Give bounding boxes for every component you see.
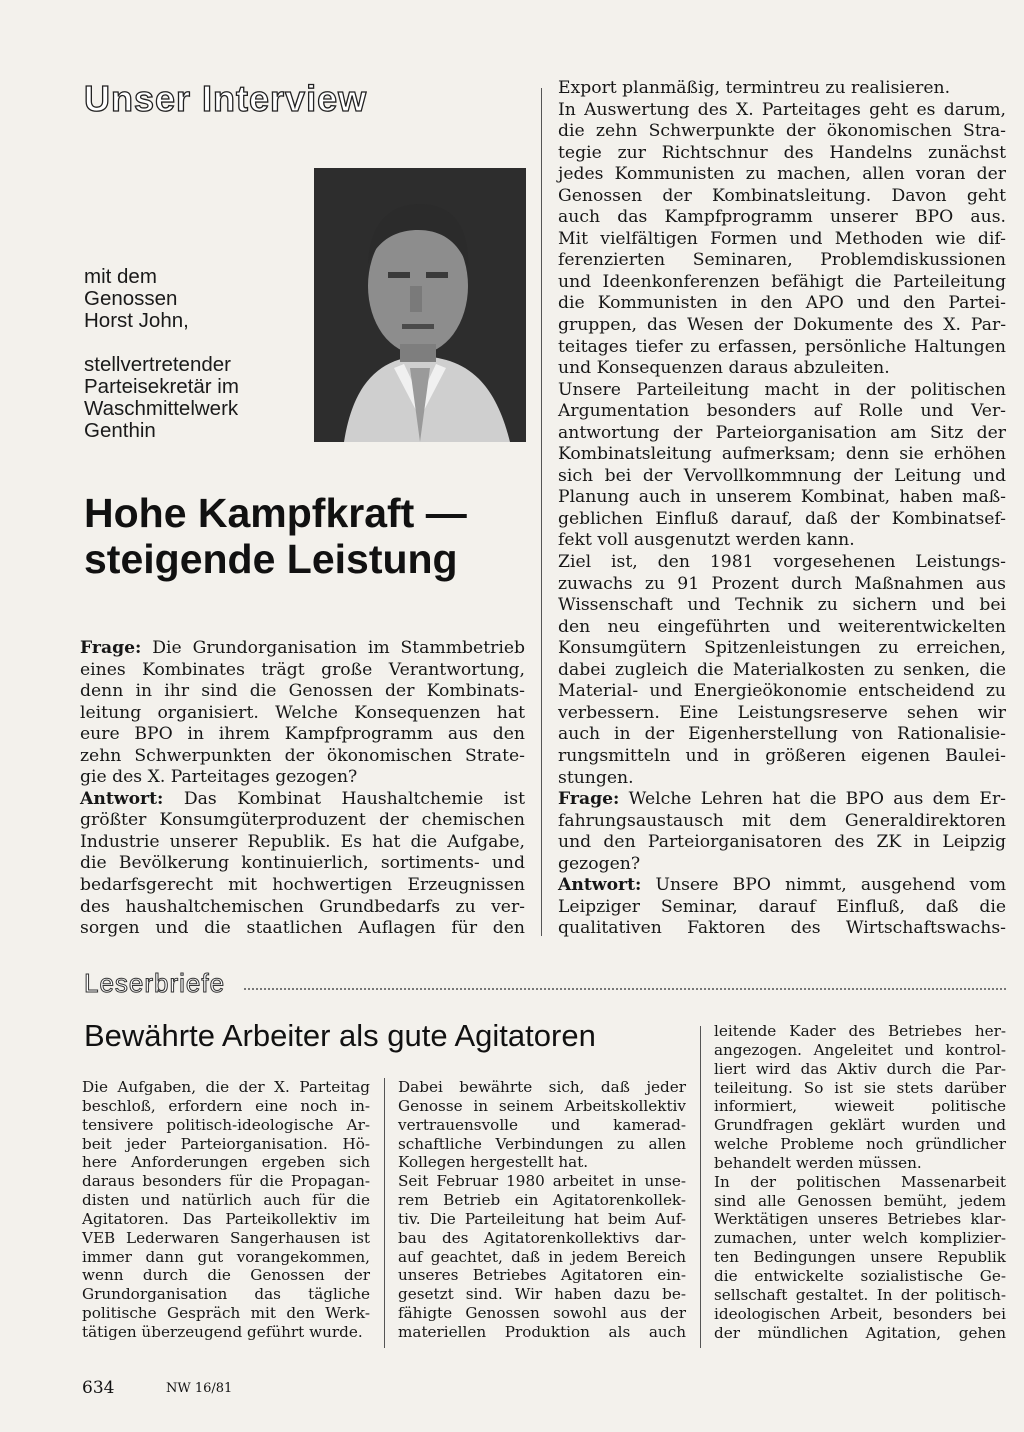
text-line — [558, 358, 1006, 380]
text-line-content: behandelt werden müssen. — [714, 1153, 922, 1172]
text-line-content: Unsere BPO nimmt, ausgehend vom — [641, 875, 1006, 896]
text-line — [82, 1210, 370, 1229]
text-line — [558, 78, 1006, 100]
text-line-content: ideologischen Arbeit, besonders bei — [714, 1304, 1006, 1323]
text-line — [558, 315, 1006, 337]
text-line — [82, 1248, 370, 1267]
text-line-content: zehn Schwerpunkten der ökonomischen Strate- — [80, 745, 525, 766]
text-line — [558, 229, 1006, 251]
text-line-content: fahrungsaustausch mit dem Generaldirektoren — [558, 810, 1006, 831]
letters-headline: Bewährte Arbeiter als gute Agitatoren — [84, 1018, 596, 1053]
text-line-content: welche Probleme noch gründlicher — [714, 1135, 1006, 1154]
text-line-content: wenn durch die Genossen der — [82, 1266, 370, 1285]
text-line — [80, 638, 525, 660]
text-line — [558, 293, 1006, 315]
text-line-content: vertrauensvolle und kamerad- — [398, 1115, 686, 1134]
text-line-content: Leipziger Seminar, darauf Einfluß, daß die — [558, 896, 1006, 917]
text-line-content: VEB Lederwaren Sangerhausen ist — [82, 1228, 370, 1247]
text-line — [714, 1173, 1006, 1192]
text-line — [398, 1210, 686, 1229]
text-line-content: In der politischen Massenarbeit — [714, 1172, 1006, 1191]
text-line — [398, 1323, 686, 1342]
text-line-content: Dabei bewährte sich, daß jeder — [398, 1078, 686, 1096]
text-line — [558, 681, 1006, 703]
text-line-label: Frage: — [80, 638, 142, 658]
text-line — [714, 1305, 1006, 1324]
text-line-content: materiellen Produktion als auch — [398, 1322, 686, 1341]
text-line-content: denn in ihr sind die Genossen der Kombinats- — [80, 681, 525, 702]
issue-label: NW 16/81 — [166, 1381, 233, 1396]
text-line-content: des haushaltchemischen Grundbedarfs zu ver- — [80, 896, 525, 917]
text-line — [558, 660, 1006, 682]
text-line-content: antwortung der Parteiorganisation am Sitz der — [558, 422, 1006, 443]
text-line-label: Antwort: — [80, 788, 164, 809]
text-line-content: jedes Kommunisten zu machen, allen voran der — [558, 164, 1006, 185]
text-line-content: rungsmitteln und in größeren eigenen Baulei- — [558, 745, 1006, 766]
text-line — [558, 100, 1006, 122]
letters-column-2 — [398, 1078, 686, 1342]
text-line-content: tegie zur Richtschnur des Handelns zunächst — [558, 142, 1006, 163]
text-line — [80, 724, 525, 746]
text-line-content: In Auswertung des X. Parteitages geht es darum, — [558, 99, 1006, 120]
text-line — [80, 746, 525, 768]
text-line-content: geblichen Einfluß darauf, daß der Kombinatsef- — [558, 508, 1006, 529]
text-line-content: Export planmäßig, termintreu zu realisieren. — [558, 78, 951, 98]
caption-line: Genossen — [84, 287, 178, 310]
text-line-content: und den Parteiorganisatoren des ZK in Leipzig — [558, 832, 1006, 853]
text-line-content: Unsere Parteileitung macht in der politischen — [558, 379, 1006, 400]
text-line-content: der mündlichen Agitation, gehen — [714, 1323, 1006, 1342]
text-line-content: auch in der Eigenherstellung von Rationalisie- — [558, 724, 1006, 745]
headline-line: Hohe Kampfkraft — — [84, 490, 467, 536]
text-line — [558, 380, 1006, 402]
text-line — [558, 444, 1006, 466]
text-line — [714, 1267, 1006, 1286]
text-line — [558, 250, 1006, 272]
text-line — [80, 897, 525, 919]
caption-line: Waschmittelwerk — [84, 397, 239, 420]
text-line-content: und Konsequenzen daraus abzuleiten. — [558, 358, 890, 379]
text-line-content: Planung auch in unserem Kombinat, haben maß- — [558, 487, 1006, 508]
text-line — [558, 897, 1006, 919]
headline-line: steigende Leistung — [84, 536, 458, 582]
text-line — [714, 1135, 1006, 1154]
text-line — [558, 530, 1006, 552]
text-line — [558, 875, 1006, 897]
text-line — [398, 1153, 686, 1172]
text-line — [82, 1078, 370, 1097]
text-line-content: tiv. Die Parteileitung hat beim Auf- — [398, 1209, 686, 1228]
text-line-label: Frage: — [558, 789, 620, 810]
text-line — [714, 1041, 1006, 1060]
text-line — [558, 186, 1006, 208]
text-line — [398, 1248, 686, 1267]
text-line — [80, 789, 525, 811]
text-line — [558, 143, 1006, 165]
text-line-content: leitende Kader des Betriebes her- — [714, 1022, 1006, 1040]
text-line-content: Welche Lehren hat die BPO aus dem Er- — [619, 789, 1006, 810]
text-line-content: den neu eingeführten und weiterentwickelten — [558, 616, 1006, 637]
text-line-content: dabei zugleich die Materialkosten zu senken, die — [558, 659, 1006, 680]
interview-right-column — [558, 78, 1006, 940]
text-line-content: gruppen, das Wesen der Dokumente des X. Par- — [558, 315, 1006, 336]
text-line — [714, 1022, 1006, 1041]
text-line — [82, 1266, 370, 1285]
text-line-content: sorgen und die staatlichen Auflagen für den — [80, 918, 525, 939]
text-line-content: Wissenschaft und Technik zu sichern und bei — [558, 595, 1006, 616]
letters-column-3 — [714, 1022, 1006, 1342]
text-line-content: beit jeder Parteiorganisation. Hö- — [82, 1134, 370, 1153]
text-line — [558, 574, 1006, 596]
text-line — [558, 811, 1006, 833]
text-line-content: bau des Agitatorenkollektivs dar- — [398, 1228, 686, 1247]
text-line-content: Material- und Energieökonomie entscheidend zu — [558, 681, 1006, 702]
text-line-content: ten Bedingungen unsere Republik — [714, 1248, 1006, 1267]
caption-line: mit dem — [84, 265, 157, 288]
text-line — [80, 810, 525, 832]
text-line-content: politische Gespräch mit den Werk- — [82, 1304, 370, 1323]
text-line — [80, 875, 525, 897]
text-line-content: daraus besonders für die Propagan- — [82, 1172, 370, 1191]
section-label-interview: Unser Interview — [84, 78, 368, 119]
text-line-content: disten und natürlich auch für die — [82, 1191, 370, 1210]
text-line — [558, 272, 1006, 294]
letters-column-1 — [82, 1078, 370, 1342]
text-line — [398, 1097, 686, 1116]
text-line — [558, 401, 1006, 423]
text-line — [398, 1285, 686, 1304]
text-line — [558, 703, 1006, 725]
interview-headline — [84, 490, 544, 582]
section-label-letters: Leserbriefe — [84, 968, 226, 998]
text-line — [80, 853, 525, 875]
text-line-content: die Kommunisten in den APO und den Partei- — [558, 293, 1006, 314]
text-line — [558, 487, 1006, 509]
portrait-photo-icon — [314, 168, 526, 442]
text-line-content: auch das Kampfprogramm unserer BPO aus. — [558, 207, 1006, 228]
text-line-content: leitung organisiert. Welche Konsequenzen hat — [80, 702, 525, 723]
text-line-content: Kollegen hergestellt hat. — [398, 1153, 589, 1172]
text-line-content: ferenzierten Seminaren, Problemdiskussionen — [558, 250, 1006, 271]
text-line-content: rem Betrieb ein Agitatorenkollek- — [398, 1191, 686, 1210]
text-line-content: angezogen. Angeleitet und kontrol- — [714, 1040, 1006, 1059]
text-line-content: Grundfragen geklärt wurden und — [714, 1116, 1006, 1135]
text-line — [558, 854, 1006, 876]
text-line-content: Argumentation besonders auf Rolle und Ver- — [558, 401, 1006, 422]
text-line-content: fekt voll ausgenutzt werden kann. — [558, 530, 855, 551]
section-divider — [244, 988, 1006, 990]
text-line-content: tätigen überzeugend geführt wurde. — [82, 1322, 363, 1341]
text-line — [558, 552, 1006, 574]
text-line-content: beschloß, erfordern eine noch in- — [82, 1096, 370, 1115]
text-line-content: verbessern. Eine Leistungsreserve sehen wir — [558, 702, 1006, 723]
text-line-content: Industrie unserer Republik. Es hat die Aufgabe, — [80, 831, 525, 852]
text-line — [82, 1172, 370, 1191]
text-line — [82, 1116, 370, 1135]
column-divider — [384, 1078, 385, 1348]
text-line — [80, 918, 525, 940]
text-line-content: sellschaft gestaltet. In der politisch- — [714, 1285, 1006, 1304]
text-line — [714, 1154, 1006, 1173]
caption-line: stellvertretender — [84, 353, 231, 376]
text-line-content: immer dann gut vorangekommen, — [82, 1247, 370, 1266]
text-line — [398, 1191, 686, 1210]
text-line — [82, 1153, 370, 1172]
text-line-content: Werktätigen unseres Betriebes klar- — [714, 1210, 1006, 1229]
text-line-content: Grundorganisation das tägliche — [82, 1285, 370, 1304]
text-line — [558, 832, 1006, 854]
text-line — [558, 164, 1006, 186]
text-line — [714, 1324, 1006, 1343]
caption-line: Parteisekretär im — [84, 375, 239, 398]
text-line-content: Genossen der Kombinatsleitung. Davon geht — [558, 185, 1006, 206]
text-line-content: liert wird das Aktiv durch die Par- — [714, 1059, 1006, 1078]
text-line-content: die entwickelte sozialistische Ge- — [714, 1266, 1006, 1285]
text-line-content: gie des X. Parteitages gezogen? — [80, 767, 358, 788]
text-line — [558, 595, 1006, 617]
text-line — [558, 207, 1006, 229]
text-line — [558, 423, 1006, 445]
text-line — [558, 789, 1006, 811]
text-line — [80, 767, 525, 789]
text-line — [80, 832, 525, 854]
text-line-content: stungen. — [558, 767, 634, 788]
text-line — [558, 746, 1006, 768]
text-line-content: Ziel ist, den 1981 vorgesehenen Leistungs- — [558, 552, 1006, 573]
text-line — [398, 1266, 686, 1285]
text-line — [82, 1229, 370, 1248]
text-line — [398, 1229, 686, 1248]
text-line — [714, 1192, 1006, 1211]
text-line — [82, 1097, 370, 1116]
text-line-content: Die Aufgaben, die der X. Parteitag — [82, 1078, 370, 1096]
text-line — [714, 1229, 1006, 1248]
text-line-content: bedarfsgerecht mit hochwertigen Erzeugnissen — [80, 875, 525, 896]
text-line-content: Genosse in seinem Arbeitskollektiv — [398, 1096, 686, 1115]
text-line — [558, 724, 1006, 746]
portrait-photo — [314, 168, 526, 442]
text-line-content: fähigte Genossen sowohl aus der — [398, 1304, 686, 1323]
text-line-content: Das Kombinat Haushaltchemie ist — [163, 788, 525, 809]
text-line-content: here Anforderungen ergeben sich — [82, 1153, 370, 1172]
text-line-content: und Ideenkonferenzen befähigt die Parteileitung — [558, 271, 1006, 292]
text-line — [82, 1135, 370, 1154]
text-line-content: sind alle Genossen bemüht, jedem — [714, 1191, 1006, 1210]
text-line — [714, 1210, 1006, 1229]
text-line-content: schaftliche Verbindungen zu allen — [398, 1134, 686, 1153]
text-line — [398, 1304, 686, 1323]
text-line — [82, 1304, 370, 1323]
text-line — [558, 918, 1006, 940]
text-line-content: auf geachtet, daß in jedem Bereich — [398, 1247, 686, 1266]
text-line — [558, 509, 1006, 531]
caption-interviewee — [84, 266, 189, 332]
column-divider — [541, 88, 542, 936]
text-line — [558, 121, 1006, 143]
text-line — [80, 703, 525, 725]
text-line — [714, 1248, 1006, 1267]
text-line-content: gezogen? — [558, 853, 641, 874]
text-line — [558, 638, 1006, 660]
text-line-content: die Bevölkerung kontinuierlich, sortiments- und — [80, 853, 525, 874]
text-line-content: größter Konsumgüterproduzent der chemischen — [80, 810, 525, 831]
text-line — [714, 1116, 1006, 1135]
text-line — [398, 1172, 686, 1191]
text-line-content: Mit vielfältigen Formen und Methoden wie dif- — [558, 228, 1006, 249]
text-line — [714, 1060, 1006, 1079]
text-line-content: sich bei der Vervollkommnung der Leitung und — [558, 465, 1006, 486]
text-line — [558, 617, 1006, 639]
text-line-content: teitages tiefer zu erfassen, persönliche Haltungen — [558, 336, 1006, 357]
text-line-content: die zehn Schwerpunkte der ökonomischen Stra- — [558, 121, 1006, 142]
column-divider — [700, 1026, 701, 1348]
text-line-content: eure BPO in ihrem Kampfprogramm aus den — [80, 724, 525, 745]
text-line-content: Konsumgütern Spitzenleistungen zu erreichen, — [558, 638, 1006, 659]
text-line-label: Antwort: — [558, 875, 642, 896]
text-line — [714, 1286, 1006, 1305]
text-line — [398, 1135, 686, 1154]
text-line-content: zuwachs zu 91 Prozent durch Maßnahmen aus — [558, 573, 1006, 594]
text-line — [82, 1285, 370, 1304]
text-line-content: Kombinatsleitung aufmerksam; denn sie erhöhen — [558, 444, 1006, 465]
interview-left-column — [80, 638, 525, 940]
text-line-content: zumachen, unter welch komplizier- — [714, 1229, 1006, 1248]
text-line-content: eines Kombinates trägt große Verantwortung, — [80, 659, 525, 680]
text-line-content: Agitatoren. Das Parteikollektiv im — [82, 1209, 370, 1228]
text-line-content: qualitativen Faktoren des Wirtschaftswachs- — [558, 918, 1006, 939]
text-line — [398, 1116, 686, 1135]
text-line-content: Die Grundorganisation im Stammbetrieb — [141, 638, 525, 658]
page-number: 634 — [82, 1378, 115, 1398]
caption-line: Genthin — [84, 419, 156, 442]
text-line-content: unseres Betriebes Agitatoren ein- — [398, 1266, 686, 1285]
text-line-content: informiert, wieweit politische — [714, 1097, 1006, 1116]
text-line — [82, 1323, 370, 1342]
text-line-content: tensivere politisch-ideologische Ar- — [82, 1115, 370, 1134]
text-line — [558, 337, 1006, 359]
text-line — [558, 466, 1006, 488]
text-line — [714, 1097, 1006, 1116]
text-line — [80, 681, 525, 703]
text-line — [714, 1079, 1006, 1098]
text-line — [82, 1191, 370, 1210]
caption-position — [84, 354, 239, 442]
text-line — [398, 1078, 686, 1097]
text-line-content: teileitung. So ist sie stets darüber — [714, 1078, 1006, 1097]
text-line-content: Seit Februar 1980 arbeitet in unse- — [398, 1172, 686, 1191]
text-line-content: gesetzt sind. Wir haben dazu be- — [398, 1285, 686, 1304]
caption-line: Horst John, — [84, 309, 189, 332]
text-line — [80, 660, 525, 682]
text-line — [558, 768, 1006, 790]
